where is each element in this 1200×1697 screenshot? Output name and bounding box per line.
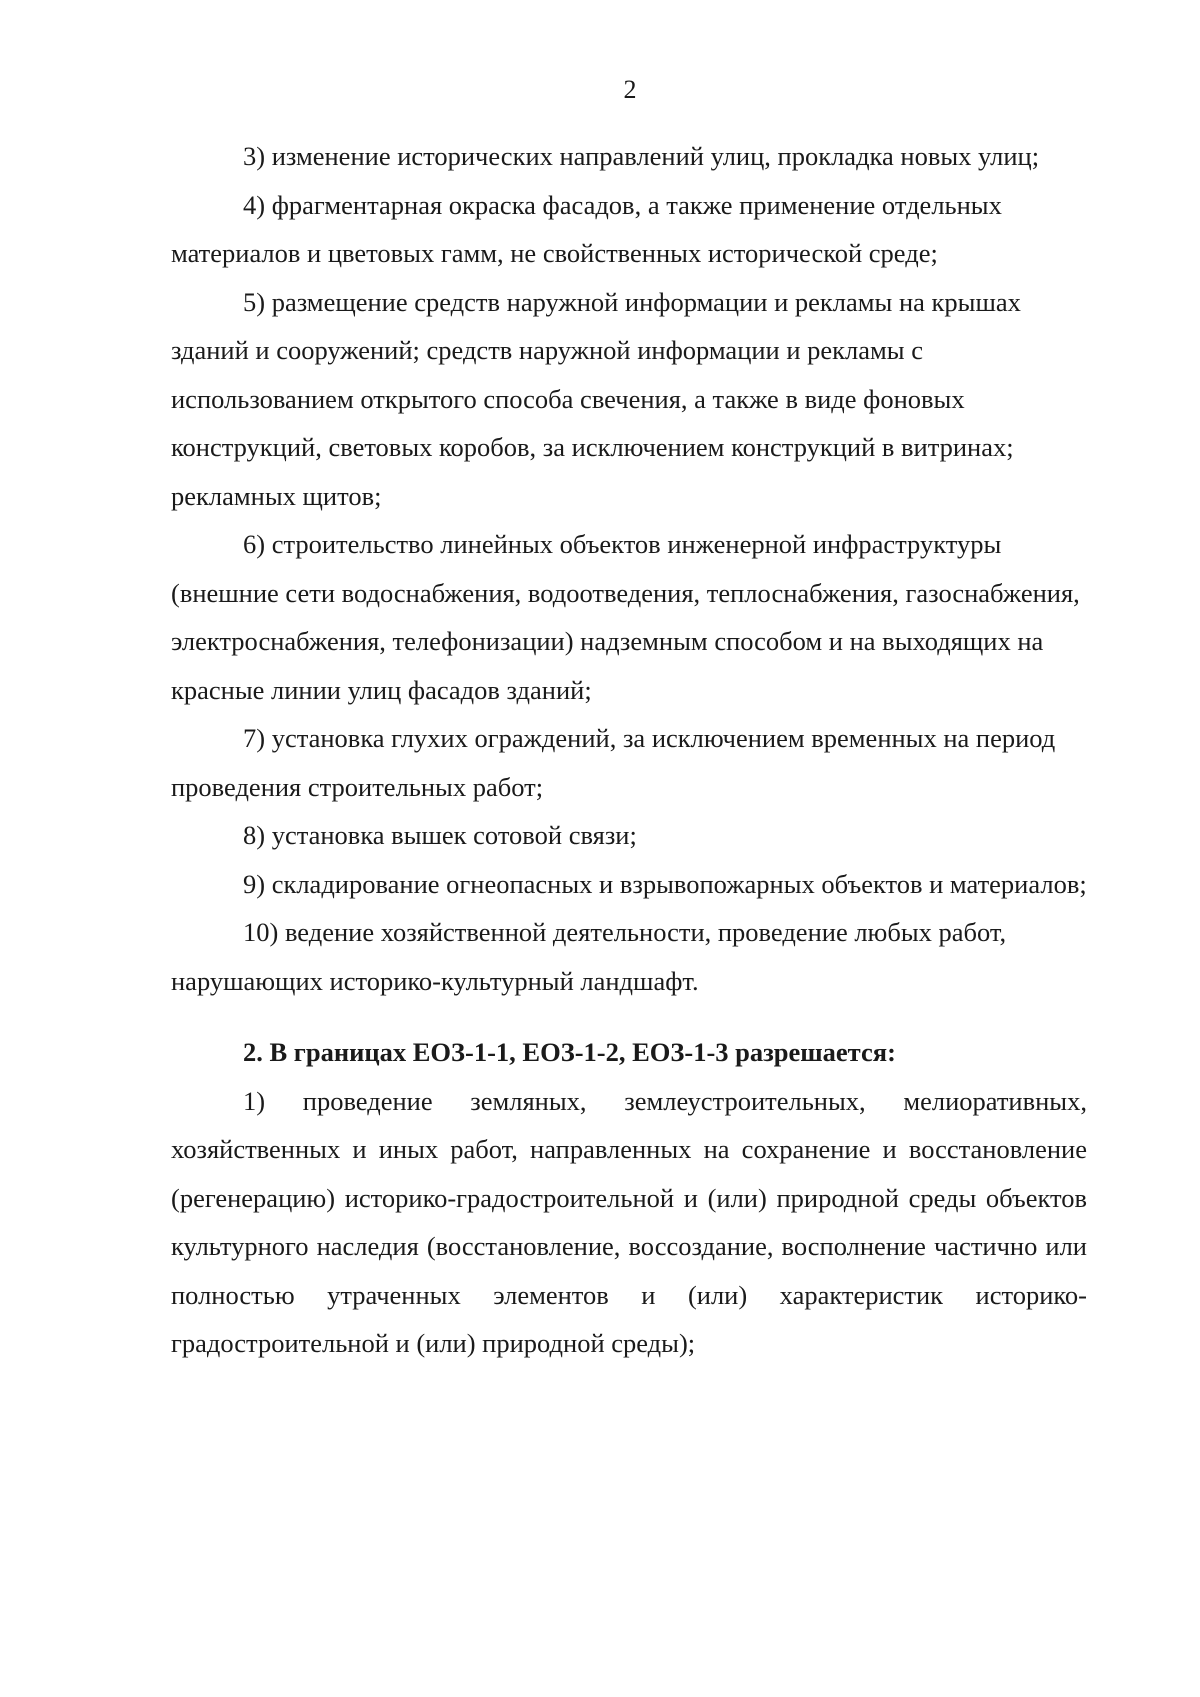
list-item-9: 9) складирование огнеопасных и взрывопожарных объектов и материалов; bbox=[243, 868, 1087, 899]
list-item-7: 7) установка глухих ограждений, за исключением временных на период bbox=[243, 723, 1056, 753]
list-item-5: 5) размещение средств наружной информации и рекламы на крышах зданий и сооружений; средств наружной информации и рекламы с использованием открытого способа свечения, а также в виде фоновых конструкций, световых коробов, за исключением конструкций в витринах; рекламных щитов; bbox=[171, 286, 1021, 511]
list-item-3: 3) изменение исторических направлений улиц, прокладка новых улиц; bbox=[243, 141, 1040, 171]
section2-item-1: 1) проведение земляных, землеустроительных, мелиоративных, хозяйственных и иных работ, направленных на сохранение и восстановление (регенерацию) историко-градостроительной и (или) природной среды объектов культурного наследия (восстановление, воссоздание, восполнение частично или полностью утраченных элементов и (или) характеристик историко-градостроительной и (или) природной среды); bbox=[171, 1085, 1087, 1358]
list-item-6: 6) строительство линейных объектов инженерной инфраструктуры (внешние сети водоснабжения, водоотведения, теплоснабжения, газоснабжения, электроснабжения, телефонизации) надземным способом и на выходящих на красные линии улиц фасадов зданий; bbox=[171, 529, 1080, 705]
list-item-10: 10) ведение хозяйственной деятельности, проведение любых работ, нарушающих историко-культурный ландшафт. bbox=[171, 917, 1007, 996]
page-number: 2 bbox=[623, 75, 637, 104]
list-item-8: 8) установка вышек сотовой связи; bbox=[243, 820, 637, 850]
list-item-4: 4) фрагментарная окраска фасадов, а также применение отдельных материалов и цветовых гамм, не свойственных исторической среде; bbox=[171, 189, 1002, 268]
section-heading: 2. В границах ЕОЗ-1-1, ЕОЗ-1-2, ЕОЗ-1-3 разрешается: bbox=[243, 1037, 896, 1067]
document-body bbox=[171, 132, 1087, 1368]
list-item-7-continuation: проведения строительных работ; bbox=[171, 771, 544, 802]
